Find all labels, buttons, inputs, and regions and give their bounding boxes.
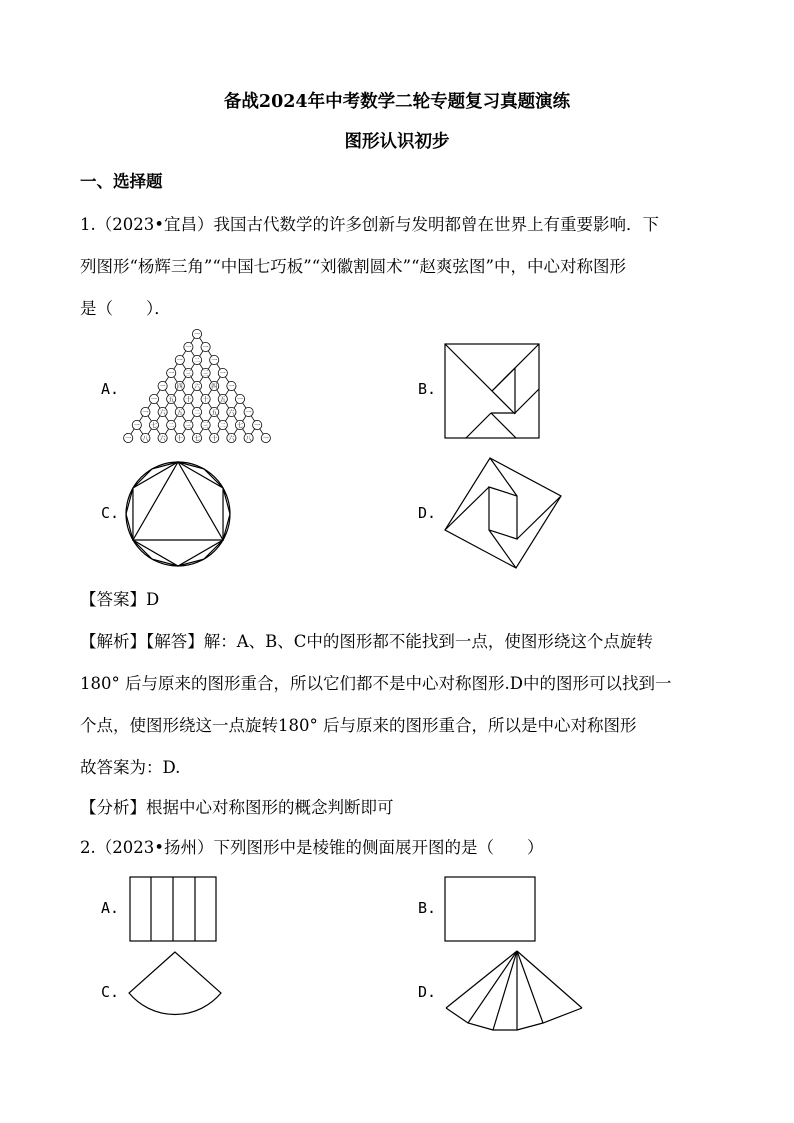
q2-option-d-label: D.: [418, 983, 437, 1001]
pascal-connector: [208, 403, 212, 408]
pascal-connector: [148, 416, 152, 421]
pascal-node-label: 一: [262, 435, 269, 443]
pascal-connector: [182, 377, 186, 382]
q2-figure-sector: [128, 951, 222, 1031]
q2-figure-prism-net: [129, 876, 217, 942]
q1-option-c-label: C.: [101, 504, 120, 522]
pascal-connector: [243, 416, 247, 421]
pascal-connector: [157, 416, 161, 421]
pascal-connector: [200, 403, 204, 408]
q1-option-d-label: D.: [418, 504, 437, 522]
pascal-connector: [191, 429, 195, 434]
pascal-connector: [208, 364, 212, 369]
q1-solution-line1: 【解析】【解答】解：A、B、C中的图形都不能找到一点，使图形绕这个点旋转: [80, 632, 653, 651]
pascal-connector: [208, 377, 212, 382]
pascal-node-label: 八: [142, 435, 149, 443]
q1-figure-yanghui-triangle: [122, 328, 272, 443]
pascal-connector: [208, 351, 212, 356]
pascal-node-label: 一: [150, 396, 158, 404]
pascal-connector: [191, 390, 195, 395]
pascal-connector: [208, 390, 212, 395]
pascal-connector: [182, 429, 186, 434]
pascal-connector: [157, 403, 161, 408]
q1-stem-line2: 列图形“杨辉三角”“中国七巧板”“刘徽割圆术”“赵爽弦图”中，中心对称图形: [80, 257, 626, 276]
pascal-connector: [174, 377, 178, 382]
pascal-connector: [174, 416, 178, 421]
pascal-node-label: 七: [236, 422, 244, 430]
pascal-connector: [217, 364, 221, 369]
pascal-connector: [217, 377, 221, 382]
pascal-connector: [139, 416, 143, 421]
pascal-connector: [200, 364, 204, 369]
pascal-connector: [174, 403, 178, 408]
pascal-connector: [200, 416, 204, 421]
pascal-connector: [174, 390, 178, 395]
pascal-node-label: 三: [202, 422, 209, 430]
pascal-connector: [225, 416, 229, 421]
pascal-node-label: 一: [193, 331, 201, 339]
q1-solution-line4: 故答案为：D.: [80, 758, 181, 777]
pascal-connector: [200, 377, 204, 382]
pascal-node-label: 一: [142, 409, 149, 417]
pascal-connector: [208, 429, 212, 434]
pascal-connector: [200, 338, 204, 343]
page-subtitle: 图形认识初步: [344, 132, 450, 152]
pascal-connector: [234, 429, 238, 434]
pascal-connector: [182, 403, 186, 408]
pascal-node-label: 一: [159, 383, 166, 391]
pascal-node-label: 二: [193, 357, 201, 365]
pascal-node-label: 三: [185, 422, 192, 430]
pascal-connector: [234, 403, 238, 408]
q2-stem: 2.（2023•扬州）下列图形中是棱锥的侧面展开图的是（ ）: [80, 838, 544, 857]
pascal-node-label: 一: [211, 357, 218, 365]
pascal-node-label: 五: [219, 396, 226, 404]
q2-figure-pyramid-net: [445, 950, 585, 1032]
pascal-connector: [243, 403, 247, 408]
pascal-connector: [225, 390, 229, 395]
pascal-node-label: 七: [193, 435, 201, 443]
pascal-connector: [251, 429, 255, 434]
pascal-node-label: 一: [254, 422, 261, 430]
pascal-connector: [191, 416, 195, 421]
pascal-node-label: 七: [150, 422, 158, 430]
pascal-connector: [148, 429, 152, 434]
pascal-connector: [165, 429, 169, 434]
pascal-node-label: 六: [193, 383, 201, 391]
pascal-connector: [225, 429, 229, 434]
pascal-connector: [191, 364, 195, 369]
pascal-connector: [217, 403, 221, 408]
pascal-node-label: 一: [245, 409, 252, 417]
q2-option-b-label: B.: [418, 899, 437, 917]
pascal-connector: [251, 416, 255, 421]
pascal-connector: [260, 429, 264, 434]
pascal-node-label: 四: [211, 383, 218, 391]
q2-option-c-label: C.: [101, 983, 120, 1001]
pascal-connector: [174, 364, 178, 369]
pascal-connector: [165, 403, 169, 408]
pascal-connector: [165, 377, 169, 382]
pascal-connector: [225, 403, 229, 408]
pascal-connector: [174, 429, 178, 434]
pascal-connector: [217, 416, 221, 421]
pascal-connector: [234, 390, 238, 395]
pascal-node-label: 一: [228, 383, 235, 391]
pascal-node-label: 十: [176, 435, 183, 443]
pascal-node-label: 二: [168, 422, 175, 430]
pascal-node-label: 二: [219, 422, 226, 430]
pascal-node-label: 二: [193, 409, 201, 417]
pascal-node-label: 一: [125, 435, 132, 443]
pascal-node-label: 一: [202, 344, 209, 352]
pascal-node-label: 五: [168, 396, 175, 404]
q1-stem-line3: 是（ ）．: [80, 299, 171, 318]
pascal-connector: [191, 403, 195, 408]
q1-stem-line1: 1.（2023•宜昌）我国古代数学的许多创新与发明都曾在世界上有重要影响．下: [80, 215, 659, 234]
pascal-node-label: 一: [176, 357, 183, 365]
q1-analysis: 【分析】根据中心对称图形的概念判断即可: [80, 798, 394, 817]
pascal-connector: [191, 377, 195, 382]
pascal-connector: [157, 390, 161, 395]
q1-answer: 【答案】D: [80, 590, 160, 609]
pascal-connector: [217, 390, 221, 395]
pascal-node-label: 五: [211, 409, 218, 417]
pascal-node-label: 五: [176, 409, 183, 417]
pascal-connector: [191, 351, 195, 356]
pascal-connector: [131, 429, 135, 434]
pascal-connector: [182, 364, 186, 369]
pascal-node-label: 一: [168, 370, 175, 378]
pascal-connector: [200, 429, 204, 434]
pascal-node-label: 三: [185, 370, 192, 378]
q1-option-a-label: A.: [101, 380, 120, 398]
page-title: 备战2024年中考数学二轮专题复习真题演练: [223, 92, 571, 112]
q1-figure-liuhui-circle: [124, 460, 232, 568]
pascal-connector: [139, 429, 143, 434]
q2-option-a-label: A.: [101, 899, 120, 917]
pascal-connector: [200, 390, 204, 395]
pascal-connector: [200, 351, 204, 356]
pascal-node-label: 六: [228, 409, 235, 417]
q1-option-b-label: B.: [418, 380, 437, 398]
pascal-node-label: 八: [245, 435, 252, 443]
pascal-connector: [182, 416, 186, 421]
pascal-connector: [182, 390, 186, 395]
pascal-node-label: 十: [185, 396, 192, 404]
pascal-node-label: 一: [236, 396, 244, 404]
pascal-node-label: 六: [159, 409, 166, 417]
pascal-connector: [243, 429, 247, 434]
pascal-connector: [191, 338, 195, 343]
pascal-connector: [165, 390, 169, 395]
pascal-connector: [217, 429, 221, 434]
pascal-node-label: 四: [176, 383, 183, 391]
pascal-connector: [157, 429, 161, 434]
pascal-node-label: 一: [185, 344, 192, 352]
pascal-connector: [182, 351, 186, 356]
section-heading: 一、选择题: [80, 172, 163, 191]
pascal-node-label: 一: [133, 422, 140, 430]
pascal-connector: [225, 377, 229, 382]
q1-solution-line3: 个点，使图形绕这一点旋转180° 后与原来的图形重合，所以是中心对称图形: [80, 716, 637, 735]
pascal-connector: [165, 416, 169, 421]
q1-solution-line2: 180° 后与原来的图形重合，所以它们都不是中心对称图形.D中的图形可以找到一: [80, 674, 672, 693]
pascal-node-label: 十: [202, 396, 209, 404]
pascal-node-label: 三: [202, 370, 209, 378]
pascal-node-label: 十: [211, 435, 218, 443]
q2-figure-rectangle: [444, 876, 536, 942]
pascal-connector: [234, 416, 238, 421]
pascal-connector: [148, 403, 152, 408]
pascal-node-label: 六: [159, 435, 166, 443]
pascal-node-label: 一: [219, 370, 226, 378]
pascal-node-label: 六: [228, 435, 235, 443]
q1-figure-zhaoshuang-xiantu: [443, 457, 563, 571]
pascal-connector: [208, 416, 212, 421]
q1-figure-tangram: [444, 343, 540, 439]
